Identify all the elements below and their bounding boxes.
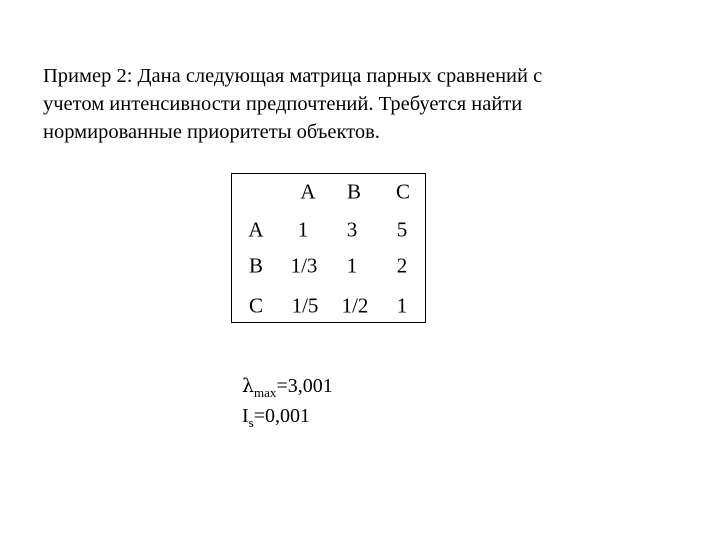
matrix-cell: 1 (346, 253, 358, 278)
lambda-max-line (242, 372, 333, 402)
problem-line: учетом интенсивности предпочтений. Требуется найти (43, 93, 523, 115)
column-header-c: C (395, 179, 411, 204)
index-value: =0,001 (253, 405, 311, 427)
matrix-cell: 3 (346, 217, 358, 242)
problem-statement (43, 62, 683, 146)
matrix-cell: 1 (396, 293, 408, 318)
matrix-cell: 2 (396, 253, 408, 278)
lambda-subscript: max (254, 385, 277, 400)
pairwise-comparison-matrix (231, 173, 426, 323)
matrix-cell: 1 (297, 217, 309, 242)
lambda-value: =3,001 (276, 375, 333, 397)
problem-line: нормированные приоритеты объектов. (43, 121, 380, 143)
lambda-symbol: λ (242, 375, 255, 397)
column-header-a: A (300, 179, 316, 204)
matrix-cell: 1/5 (291, 293, 319, 318)
problem-line: Пример 2: Дана следующая матрица парных сравнений с (43, 65, 543, 87)
row-header-c: C (248, 293, 264, 318)
column-header-b: B (346, 179, 362, 204)
row-header-a: A (248, 217, 264, 242)
index-symbol: I (242, 405, 249, 427)
consistency-index-line (242, 402, 333, 432)
matrix-cell: 5 (396, 217, 408, 242)
matrix-cell: 1/2 (341, 293, 369, 318)
row-header-b: B (248, 253, 264, 278)
results (242, 372, 333, 432)
index-subscript: s (248, 415, 254, 430)
matrix-cell: 1/3 (290, 253, 318, 278)
